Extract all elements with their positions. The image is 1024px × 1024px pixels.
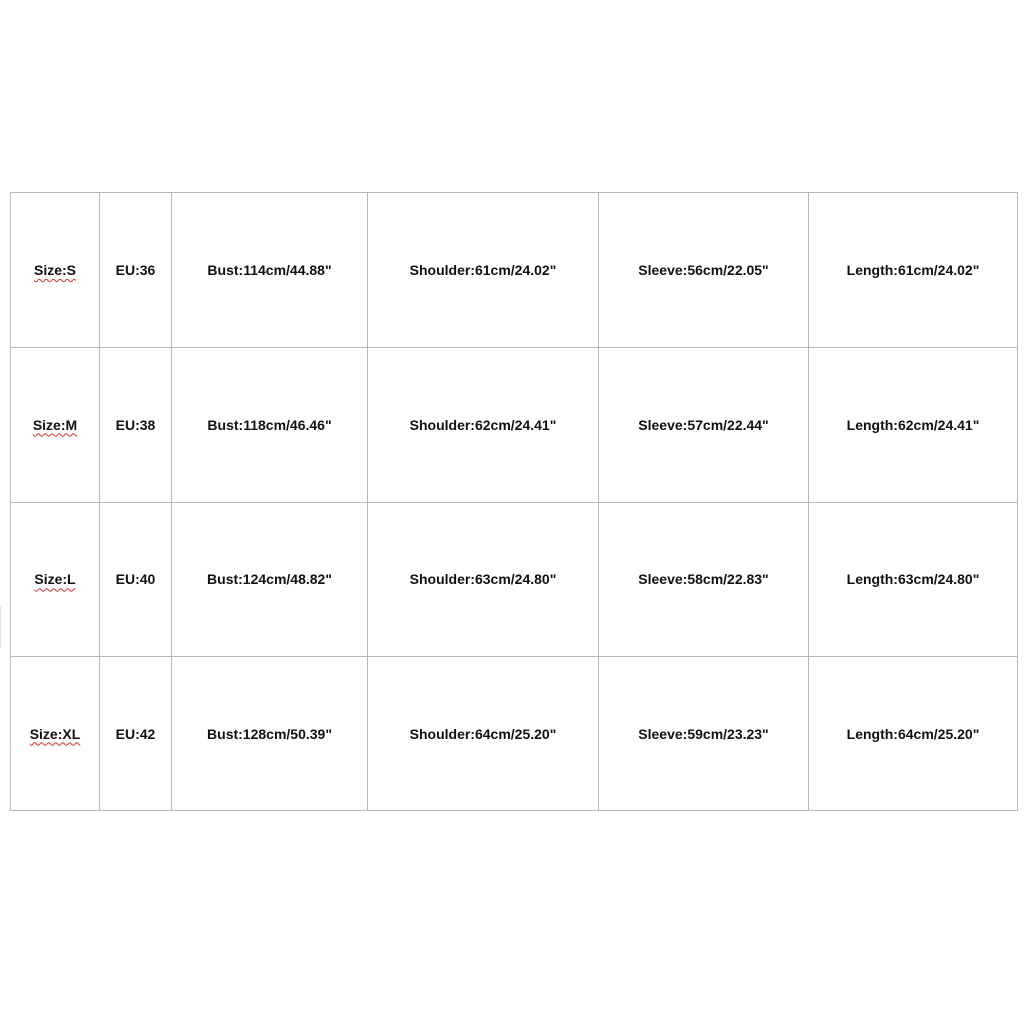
eu-cell: EU:42 — [100, 657, 172, 811]
shoulder-cell: Shoulder:61cm/24.02" — [368, 193, 599, 348]
size-label: Size:L — [34, 571, 76, 588]
sleeve-cell: Sleeve:56cm/22.05" — [599, 193, 809, 348]
size-cell — [11, 657, 100, 811]
sleeve-cell: Sleeve:57cm/22.44" — [599, 347, 809, 502]
size-label: Size:S — [33, 261, 76, 278]
length-cell: Length:64cm/25.20" — [809, 657, 1018, 811]
length-cell: Length:62cm/24.41" — [809, 347, 1018, 502]
shoulder-cell: Shoulder:64cm/25.20" — [368, 657, 599, 811]
sleeve-cell: Sleeve:59cm/23.23" — [599, 657, 809, 811]
size-cell — [11, 193, 100, 348]
bust-cell: Bust:114cm/44.88" — [172, 193, 368, 348]
eu-cell: EU:40 — [100, 502, 172, 657]
bust-cell: Bust:128cm/50.39" — [172, 657, 368, 811]
size-cell — [11, 502, 100, 657]
table-row — [11, 502, 1018, 657]
size-cell — [11, 347, 100, 502]
eu-cell: EU:38 — [100, 347, 172, 502]
shoulder-cell: Shoulder:63cm/24.80" — [368, 502, 599, 657]
bust-cell: Bust:118cm/46.46" — [172, 347, 368, 502]
table-row — [11, 193, 1018, 348]
size-label: Size:XL — [29, 725, 81, 742]
size-chart-table — [10, 192, 1018, 811]
table-row — [11, 657, 1018, 811]
eu-cell: EU:36 — [100, 193, 172, 348]
length-cell: Length:61cm/24.02" — [809, 193, 1018, 348]
shoulder-cell: Shoulder:62cm/24.41" — [368, 347, 599, 502]
edge-divider — [0, 606, 1, 648]
table-row — [11, 347, 1018, 502]
bust-cell: Bust:124cm/48.82" — [172, 502, 368, 657]
sleeve-cell: Sleeve:58cm/22.83" — [599, 502, 809, 657]
length-cell: Length:63cm/24.80" — [809, 502, 1018, 657]
size-label: Size:M — [32, 416, 78, 433]
